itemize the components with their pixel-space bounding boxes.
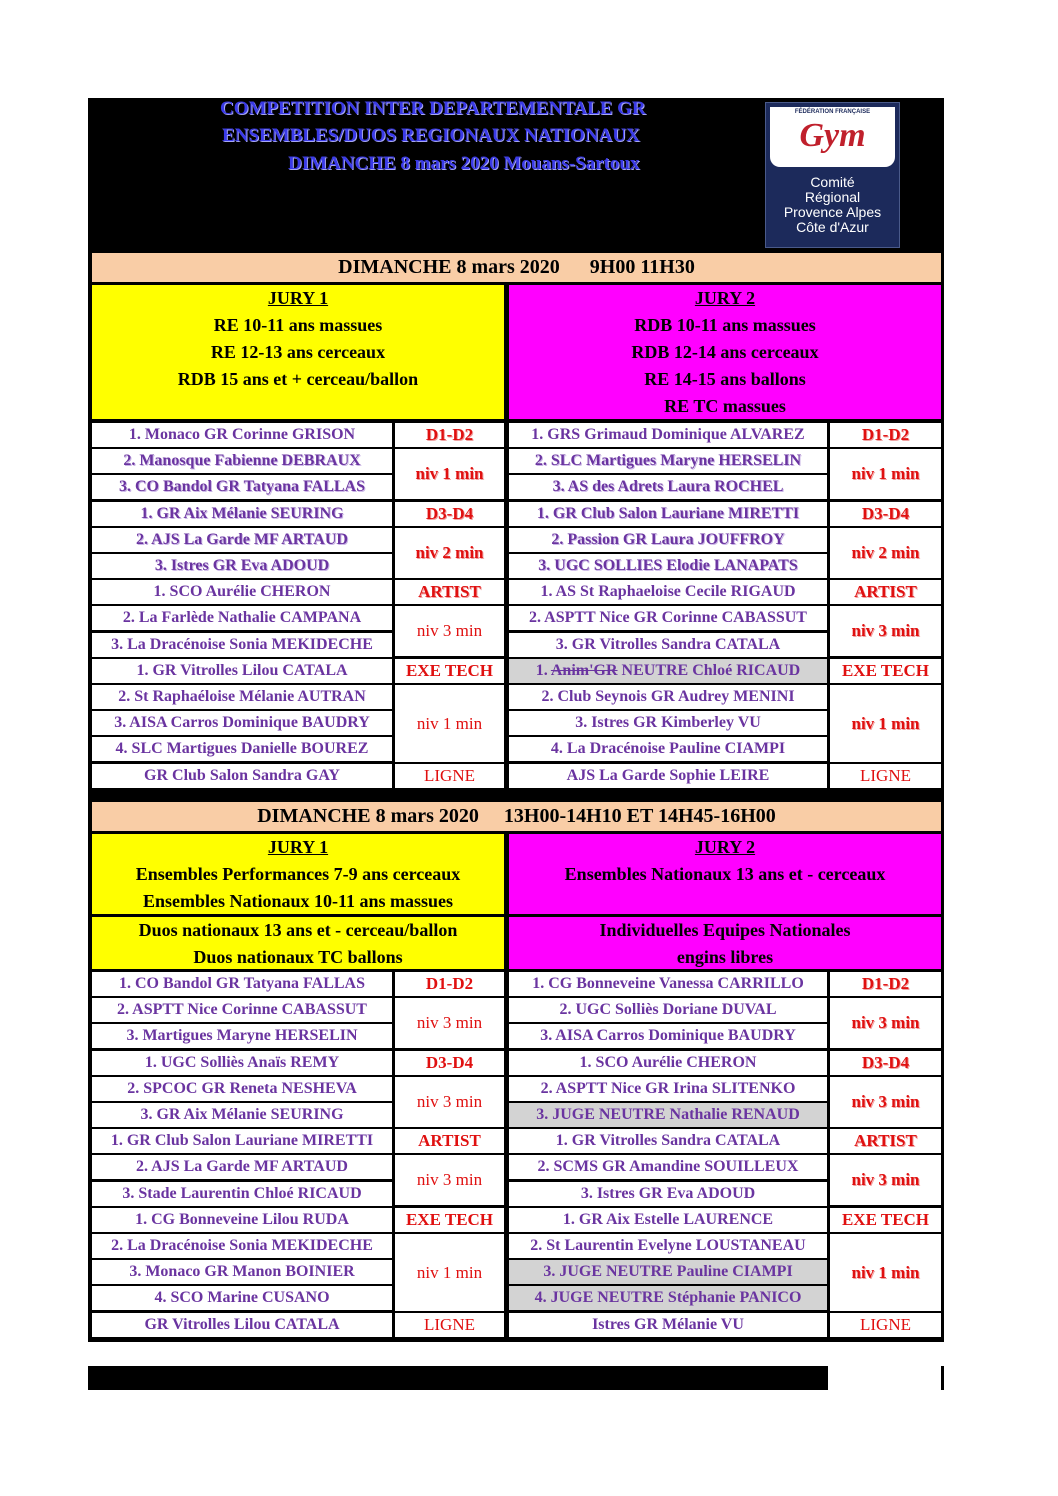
s2-jury-2-row: 1. GR Vitrolles Sandra CATALA bbox=[509, 1129, 827, 1153]
s1-jury-1-row: 1. Monaco GR Corinne GRISON bbox=[92, 423, 392, 447]
s2-jury-2-row: 3. JUGE NEUTRE Nathalie RENAUD bbox=[509, 1103, 827, 1127]
logo-line: Côte d'Azur bbox=[796, 219, 869, 235]
s1-jury-2-level-label: niv 3 min bbox=[830, 606, 941, 656]
s1-jury-1-level-label: LIGNE bbox=[395, 764, 504, 788]
s1-jury-2-level-label: niv 1 min bbox=[830, 685, 941, 762]
s2-jury-2-row: 2. ASPTT Nice GR Irina SLITENKO bbox=[509, 1077, 827, 1101]
s2-jury-2-row: 2. SCMS GR Amandine SOUILLEUX bbox=[509, 1155, 827, 1179]
s2-jury-2-row: 4. JUGE NEUTRE Stéphanie PANICO bbox=[509, 1286, 827, 1310]
session-1-title: DIMANCHE 8 mars 2020 9H00 11H30 bbox=[92, 253, 941, 282]
s1-jury-2-row: 1. GR Club Salon Lauriane MIRETTI bbox=[509, 502, 827, 526]
s1-jury-1-row: 4. SLC Martigues Danielle BOUREZ bbox=[92, 737, 392, 761]
s2-jury-1-row: 2. SPCOC GR Reneta NESHEVA bbox=[92, 1077, 392, 1101]
footer-corner bbox=[828, 1366, 941, 1390]
session-2-title: DIMANCHE 8 mars 2020 13H00-14H10 ET 14H45-16H00 bbox=[92, 802, 941, 831]
s2-jury-1-level-label: LIGNE bbox=[395, 1313, 504, 1337]
jury-category: Ensembles Performances 7-9 ans cerceaux bbox=[135, 864, 461, 884]
federation-logo bbox=[765, 102, 900, 248]
header-title-1: COMPETITION INTER DEPARTEMENTALE GR bbox=[220, 98, 646, 119]
s1-jury-2-row: 1. AS St Raphaeloise Cecile RIGAUD bbox=[509, 580, 827, 604]
s1-jury-2-level-label: EXE TECH bbox=[830, 659, 941, 683]
jury-category: Individuelles Equipes Nationales bbox=[599, 920, 851, 940]
s2-jury-2-row: 2. UGC Solliès Doriane DUVAL bbox=[509, 998, 827, 1022]
s2-jury-2-level-label: D3-D4 bbox=[830, 1051, 941, 1075]
s2-jury-1-level-label: niv 3 min bbox=[395, 998, 504, 1048]
jury-title: JURY 2 bbox=[694, 288, 756, 308]
jury-category: Ensembles Nationaux 13 ans et - cerceaux bbox=[564, 864, 886, 884]
s2-jury-2-row: Istres GR Mélanie VU bbox=[509, 1313, 827, 1337]
s2-jury-1-row: 2. AJS La Garde MF ARTAUD bbox=[92, 1155, 392, 1179]
s1-jury-1-level-label: niv 1 min bbox=[395, 449, 504, 499]
session-1-jury-1-panel bbox=[92, 285, 504, 419]
s1-jury-2-row: 2. Passion GR Laura JOUFFROY bbox=[509, 528, 827, 552]
jury-category: RE 12-13 ans cerceaux bbox=[210, 342, 386, 362]
s1-jury-1-row: 2. St Raphaéloise Mélanie AUTRAN bbox=[92, 685, 392, 709]
s2-jury-1-row: 1. CG Bonneveine Lilou RUDA bbox=[92, 1208, 392, 1232]
jury-title: JURY 2 bbox=[694, 837, 756, 857]
s1-jury-1-row: 2. AJS La Garde MF ARTAUD bbox=[92, 528, 392, 552]
session-1-jury-2-panel bbox=[509, 285, 941, 419]
s2-jury-1-row: 3. Stade Laurentin Chloé RICAUD bbox=[92, 1182, 392, 1206]
s1-jury-2-level-label: LIGNE bbox=[830, 764, 941, 788]
jury-category: RDB 15 ans et + cerceau/ballon bbox=[177, 369, 419, 389]
jury-category: RE 14-15 ans ballons bbox=[644, 369, 806, 389]
s2-jury-2-row: 2. St Laurentin Evelyne LOUSTANEAU bbox=[509, 1234, 827, 1258]
logo-line: Régional bbox=[804, 189, 861, 205]
row-number: 1. bbox=[535, 662, 551, 679]
s1-jury-2-row: 3. GR Vitrolles Sandra CATALA bbox=[509, 633, 827, 657]
s1-jury-2-level-label: D3-D4 bbox=[830, 502, 941, 526]
logo-banner bbox=[770, 107, 895, 167]
s1-jury-2-row: 3. UGC SOLLIES Elodie LANAPATS bbox=[509, 554, 827, 578]
struck-club-name: Anim'GR bbox=[550, 662, 618, 679]
s2-jury-1-level-label: niv 1 min bbox=[395, 1234, 504, 1311]
s2-jury-2-row: 3. Istres GR Eva ADOUD bbox=[509, 1182, 827, 1206]
s2-jury-1-level-label: niv 3 min bbox=[395, 1155, 504, 1205]
s1-jury-2-level-label: niv 1 min bbox=[830, 449, 941, 499]
s2-jury-1-row: 1. GR Club Salon Lauriane MIRETTI bbox=[92, 1129, 392, 1153]
s2-jury-1-row: 1. CO Bandol GR Tatyana FALLAS bbox=[92, 972, 392, 996]
s1-jury-1-row: 3. Istres GR Eva ADOUD bbox=[92, 554, 392, 578]
s2-jury-2-row: 3. AISA Carros Dominique BAUDRY bbox=[509, 1024, 827, 1048]
s2-jury-2-level-label: ARTIST bbox=[830, 1129, 941, 1153]
jury-category: Ensembles Nationaux 10-11 ans massues bbox=[142, 891, 454, 911]
s2-jury-2-level-label: niv 3 min bbox=[830, 1155, 941, 1205]
s2-jury-1-row: 2. La Dracénoise Sonia MEKIDECHE bbox=[92, 1234, 392, 1258]
s2-jury-1-level-label: ARTIST bbox=[395, 1129, 504, 1153]
s1-jury-1-row: 2. Manosque Fabienne DEBRAUX bbox=[92, 449, 392, 473]
jury-title: JURY 1 bbox=[267, 837, 329, 857]
s1-jury-1-level-label: niv 3 min bbox=[395, 606, 504, 656]
jury-category: RDB 10-11 ans massues bbox=[634, 315, 816, 335]
session-2-jury-1-panel bbox=[92, 834, 504, 914]
s2-jury-1-row: GR Vitrolles Lilou CATALA bbox=[92, 1313, 392, 1337]
s2-jury-2-row: 3. JUGE NEUTRE Pauline CIAMPI bbox=[509, 1260, 827, 1284]
logo-line: Provence Alpes bbox=[783, 204, 882, 220]
s1-jury-2-row: 4. La Dracénoise Pauline CIAMPI bbox=[509, 737, 827, 761]
s1-jury-2-row: 2. ASPTT Nice GR Corinne CABASSUT bbox=[509, 606, 827, 630]
s1-jury-2-row: 3. AS des Adrets Laura ROCHEL bbox=[509, 475, 827, 499]
header-title-3: DIMANCHE 8 mars 2020 Mouans-Sartoux bbox=[288, 153, 640, 174]
s2-jury-1-level-label: niv 3 min bbox=[395, 1077, 504, 1127]
s2-jury-2-row: 1. GR Aix Estelle LAURENCE bbox=[509, 1208, 827, 1232]
session-2-jury-1-duos-panel bbox=[92, 917, 504, 969]
jury-category: RE 10-11 ans massues bbox=[213, 315, 383, 335]
s1-jury-1-row: 3. AISA Carros Dominique BAUDRY bbox=[92, 711, 392, 735]
s2-jury-2-row: 1. SCO Aurélie CHERON bbox=[509, 1051, 827, 1075]
header-title-2: ENSEMBLES/DUOS REGIONAUX NATIONAUX bbox=[222, 125, 640, 146]
s2-jury-2-level-label: D1-D2 bbox=[830, 972, 941, 996]
s2-jury-1-level-label: EXE TECH bbox=[395, 1208, 504, 1232]
s1-jury-1-row: 1. GR Vitrolles Lilou CATALA bbox=[92, 659, 392, 683]
s1-jury-2-level-label: niv 2 min bbox=[830, 528, 941, 578]
s2-jury-1-row: 3. Martigues Maryne HERSELIN bbox=[92, 1024, 392, 1048]
s2-jury-2-level-label: EXE TECH bbox=[830, 1208, 941, 1232]
jury-category: engins libres bbox=[676, 947, 774, 967]
s1-jury-1-level-label: D1-D2 bbox=[395, 423, 504, 447]
s2-jury-1-row: 1. UGC Solliès Anaïs REMY bbox=[92, 1051, 392, 1075]
s1-jury-1-level-label: niv 2 min bbox=[395, 528, 504, 578]
s1-jury-2-row: AJS La Garde Sophie LEIRE bbox=[509, 764, 827, 788]
s1-jury-2-row: 2. Club Seynois GR Audrey MENINI bbox=[509, 685, 827, 709]
jury-category: RE TC massues bbox=[664, 396, 786, 416]
s1-jury-2-row: 2. SLC Martigues Maryne HERSELIN bbox=[509, 449, 827, 473]
s2-jury-2-level-label: LIGNE bbox=[830, 1313, 941, 1337]
s1-jury-1-level-label: niv 1 min bbox=[395, 685, 504, 762]
s2-jury-1-level-label: D3-D4 bbox=[395, 1051, 504, 1075]
s1-jury-1-level-label: D3-D4 bbox=[395, 502, 504, 526]
s2-jury-1-row: 3. GR Aix Mélanie SEURING bbox=[92, 1103, 392, 1127]
s2-jury-1-row: 2. ASPTT Nice Corinne CABASSUT bbox=[92, 998, 392, 1022]
s1-jury-2-row: 3. Istres GR Kimberley VU bbox=[509, 711, 827, 735]
s2-jury-2-level-label: niv 3 min bbox=[830, 998, 941, 1048]
logo-committee-text bbox=[766, 175, 899, 235]
s2-jury-2-level-label: niv 1 min bbox=[830, 1234, 941, 1311]
jury-title: JURY 1 bbox=[267, 288, 329, 308]
s1-jury-2-level-label: ARTIST bbox=[830, 580, 941, 604]
s1-jury-1-row: 2. La Farlède Nathalie CAMPANA bbox=[92, 606, 392, 630]
s2-jury-1-level-label: D1-D2 bbox=[395, 972, 504, 996]
s2-jury-2-level-label: niv 3 min bbox=[830, 1077, 941, 1127]
session-2-jury-2-panel bbox=[509, 834, 941, 914]
s1-jury-1-level-label: EXE TECH bbox=[395, 659, 504, 683]
s1-jury-2-level-label: D1-D2 bbox=[830, 423, 941, 447]
logo-brand: Gym bbox=[799, 117, 866, 154]
s1-jury-1-row: 3. La Dracénoise Sonia MEKIDECHE bbox=[92, 633, 392, 657]
jury-category: Duos nationaux TC ballons bbox=[193, 947, 403, 967]
jury-category: RDB 12-14 ans cerceaux bbox=[631, 342, 819, 362]
s2-jury-1-row: 4. SCO Marine CUSANO bbox=[92, 1286, 392, 1310]
jury-category: Duos nationaux 13 ans et - cerceau/ballon bbox=[138, 920, 458, 940]
s1-jury-2-row bbox=[509, 659, 827, 683]
footer-band bbox=[88, 1342, 944, 1366]
s1-jury-1-row: 3. CO Bandol GR Tatyana FALLAS bbox=[92, 475, 392, 499]
s2-jury-2-row: 1. CG Bonneveine Vanessa CARRILLO bbox=[509, 972, 827, 996]
session-2-jury-2-individual-panel bbox=[509, 917, 941, 969]
s1-jury-1-row: GR Club Salon Sandra GAY bbox=[92, 764, 392, 788]
s2-jury-1-row: 3. Monaco GR Manon BOINIER bbox=[92, 1260, 392, 1284]
logo-line: Comité bbox=[810, 174, 855, 190]
s1-jury-1-row: 1. SCO Aurélie CHERON bbox=[92, 580, 392, 604]
s1-jury-2-row: 1. GRS Grimaud Dominique ALVAREZ bbox=[509, 423, 827, 447]
judge-name: NEUTRE Chloé RICAUD bbox=[617, 662, 801, 679]
s1-jury-1-level-label: ARTIST bbox=[395, 580, 504, 604]
s1-jury-1-row: 1. GR Aix Mélanie SEURING bbox=[92, 502, 392, 526]
logo-federation-text: FÉDÉRATION FRANÇAISE bbox=[794, 109, 871, 115]
